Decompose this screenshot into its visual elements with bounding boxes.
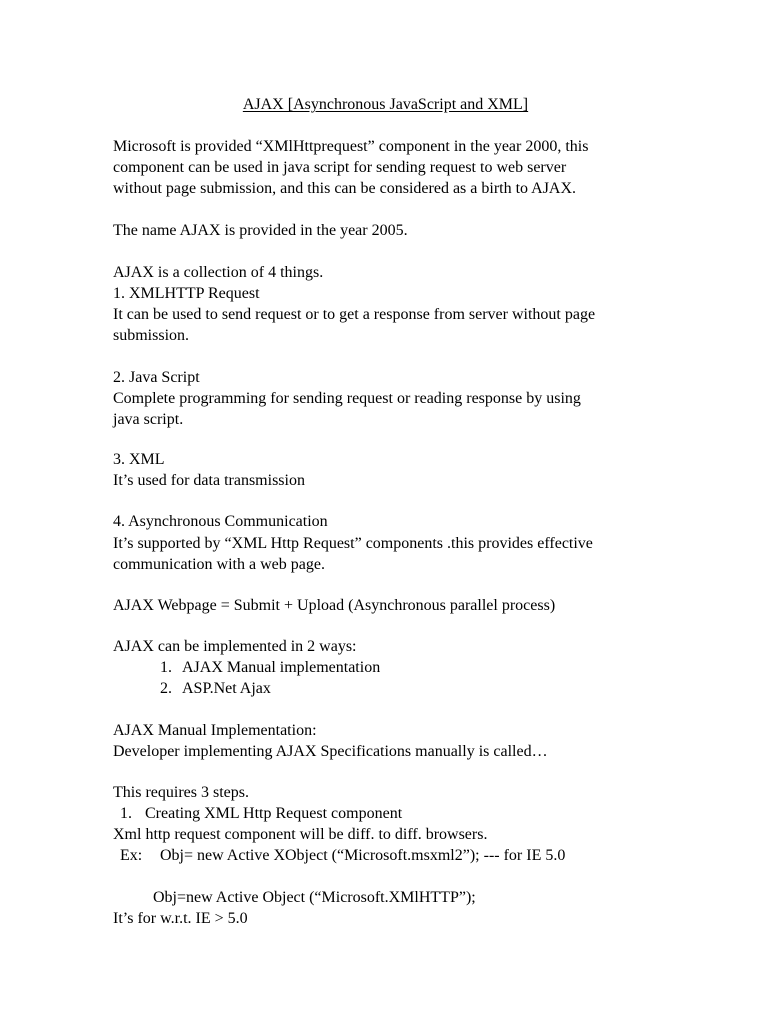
ways-list-item <box>160 678 271 699</box>
thing1-line-2: submission. <box>113 327 190 344</box>
thing4-line-2: communication with a web page. <box>113 556 325 573</box>
thing2-heading: 2. Java Script <box>113 369 200 386</box>
example-code-2: Obj=new Active Object (“Microsoft.XMlHTTP”); <box>153 889 476 906</box>
thing1-line-1: It can be used to send request or to get a response from server without page <box>113 306 596 323</box>
thing2-line-2: java script. <box>113 411 184 428</box>
thing4-line-1: It’s supported by “XML Http Request” components .this provides effective <box>113 535 593 552</box>
step1-description: Xml http request component will be diff. to diff. browsers. <box>113 826 488 843</box>
step-text: Creating XML Http Request component <box>145 805 403 822</box>
example-note: It’s for w.r.t. IE > 5.0 <box>113 910 248 927</box>
intro-line-3: without page submission, and this can be considered as a birth to AJAX. <box>113 180 577 197</box>
ways-list-item <box>160 657 380 678</box>
thing2-line-1: Complete programming for sending request or reading response by using <box>113 390 581 407</box>
collection-heading: AJAX is a collection of 4 things. <box>113 264 324 281</box>
document-title: AJAX [Asynchronous JavaScript and XML] <box>242 96 529 113</box>
ways-item-number: 2. <box>160 680 172 697</box>
thing1-heading: 1. XMLHTTP Request <box>113 285 260 302</box>
steps-heading: This requires 3 steps. <box>113 784 249 801</box>
step-number: 1. <box>120 805 132 822</box>
intro-line-2: component can be used in java script for sending request to web server <box>113 159 567 176</box>
thing3-heading: 3. XML <box>113 451 165 468</box>
ways-item-text: AJAX Manual implementation <box>182 659 381 676</box>
name-year-line: The name AJAX is provided in the year 2005. <box>113 222 408 239</box>
manual-description: Developer implementing AJAX Specifications manually is called… <box>113 743 548 760</box>
thing3-line-1: It’s used for data transmission <box>113 472 305 489</box>
example-label: Ex: <box>120 847 143 864</box>
ways-item-number: 1. <box>160 659 172 676</box>
ways-heading: AJAX can be implemented in 2 ways: <box>113 638 357 655</box>
webpage-formula: AJAX Webpage = Submit + Upload (Asynchronous parallel process) <box>113 597 556 614</box>
thing4-heading: 4. Asynchronous Communication <box>113 513 328 530</box>
example-line <box>120 845 565 866</box>
ways-item-text: ASP.Net Ajax <box>182 680 271 697</box>
intro-line-1: Microsoft is provided “XMlHttprequest” component in the year 2000, this <box>113 138 589 155</box>
step-list-item <box>120 803 402 824</box>
example-code: Obj= new Active XObject (“Microsoft.msxml2”); --- for IE 5.0 <box>160 847 566 864</box>
manual-heading: AJAX Manual Implementation: <box>113 722 317 739</box>
